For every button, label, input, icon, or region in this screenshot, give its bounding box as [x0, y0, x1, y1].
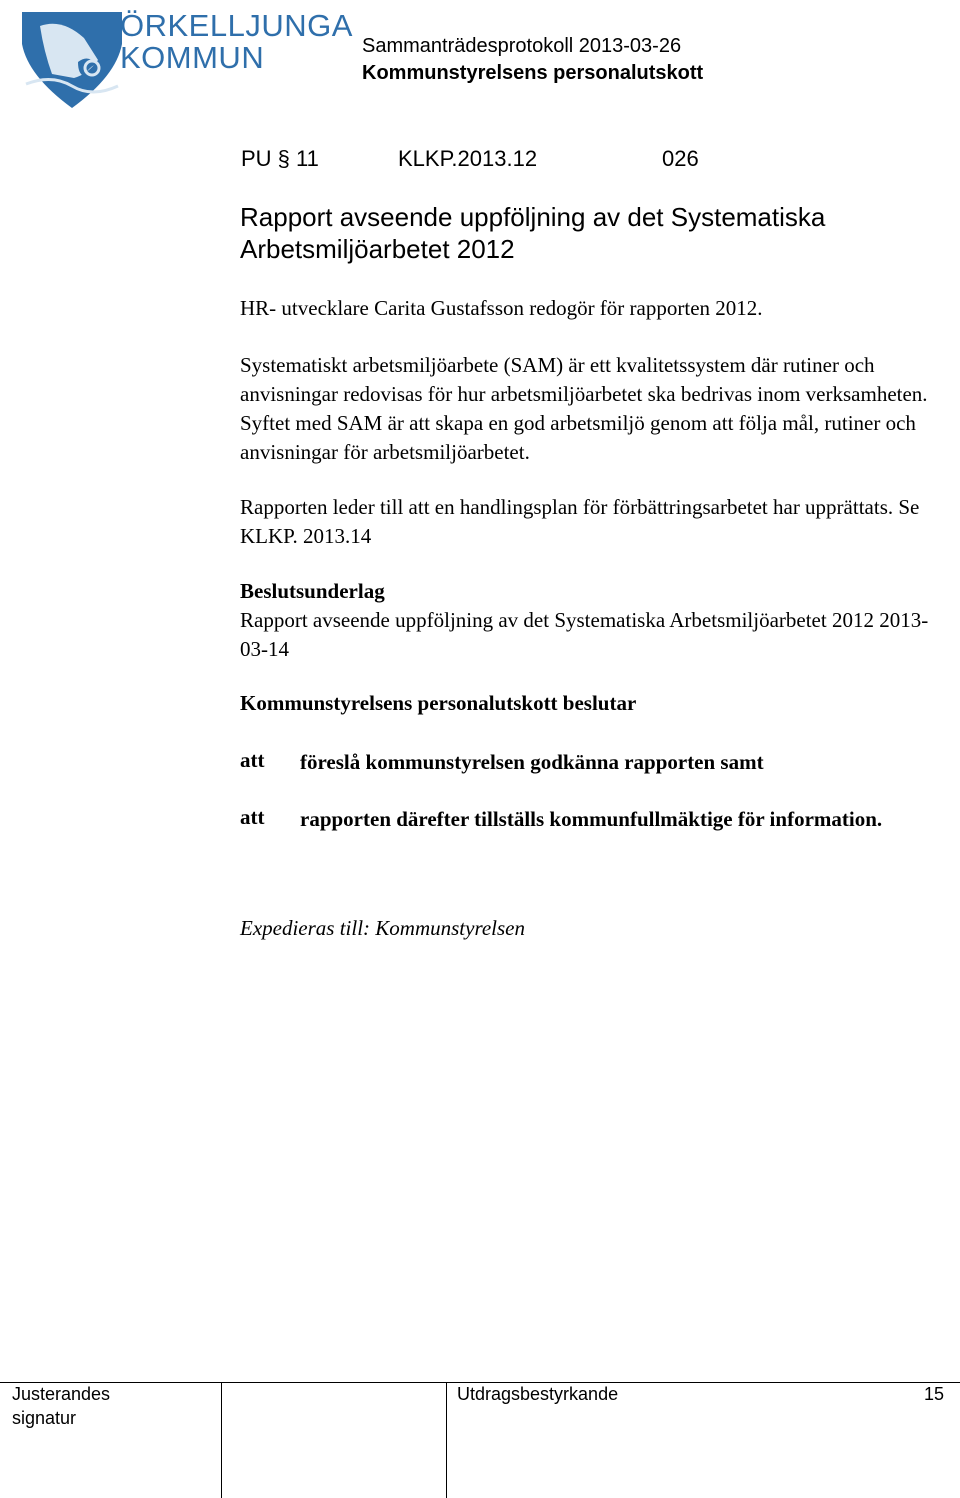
- page-number: 15: [924, 1384, 945, 1404]
- section-title: Rapport avseende uppföljning av det Systematiska Arbetsmiljöarbetet 2012: [240, 202, 826, 264]
- kommun-logo: [22, 4, 122, 110]
- logo-title: ÖRKELLJUNGA: [120, 8, 353, 43]
- committee-name: Kommunstyrelsens personalutskott: [362, 62, 704, 84]
- footer-divider: [221, 1382, 222, 1498]
- case-number: KLKP.2013.12: [398, 146, 538, 171]
- action-plan-paragraph: Rapporten leder till att en handlingsplan för förbättringsarbetet har upprättats. Se KLKP. 2013.14: [240, 495, 920, 548]
- document-number: 026: [662, 146, 699, 171]
- footer-justerandes: Justerandes: [12, 1384, 111, 1404]
- sam-paragraph: Systematiskt arbetsmiljöarbete (SAM) är ett kvalitetssystem där rutiner och anvisningar redovisas för hur arbetsmiljöarbetet ska bedrivas inom verksamheten. Syftet med SAM är att skapa en god arbetsmiljö genom att följa mål, rutiner och anvisningar för arbetsmiljöarbetet.: [240, 353, 928, 464]
- beslutsunderlag-text: Rapport avseende uppföljning av det Systematiska Arbetsmiljöarbetet 2012 2013-03-14: [240, 608, 929, 661]
- decision-heading: Kommunstyrelsens personalutskott beslutar: [240, 691, 637, 715]
- protocol-title: Sammanträdesprotokoll 2013-03-26: [362, 35, 682, 57]
- intro-paragraph: HR- utvecklare Carita Gustafsson redogör för rapporten 2012.: [240, 296, 763, 320]
- footer-divider: [446, 1382, 447, 1498]
- decision-text: föreslå kommunstyrelsen godkänna rapporten samt: [300, 750, 764, 774]
- footer-utdrag: Utdragsbestyrkande: [457, 1384, 619, 1404]
- logo-subtitle: KOMMUN: [120, 40, 265, 75]
- beslutsunderlag-heading: Beslutsunderlag: [240, 579, 385, 603]
- footer-signatur: signatur: [12, 1408, 77, 1428]
- footer-rule: [0, 1382, 960, 1383]
- paragraph-number: PU § 11: [241, 146, 319, 171]
- decision-prefix: att: [240, 805, 265, 829]
- decision-text: rapporten därefter tillställs kommunfullmäktige för information.: [300, 807, 883, 831]
- distribution-note: Expedieras till: Kommunstyrelsen: [240, 916, 526, 940]
- decision-prefix: att: [240, 748, 265, 772]
